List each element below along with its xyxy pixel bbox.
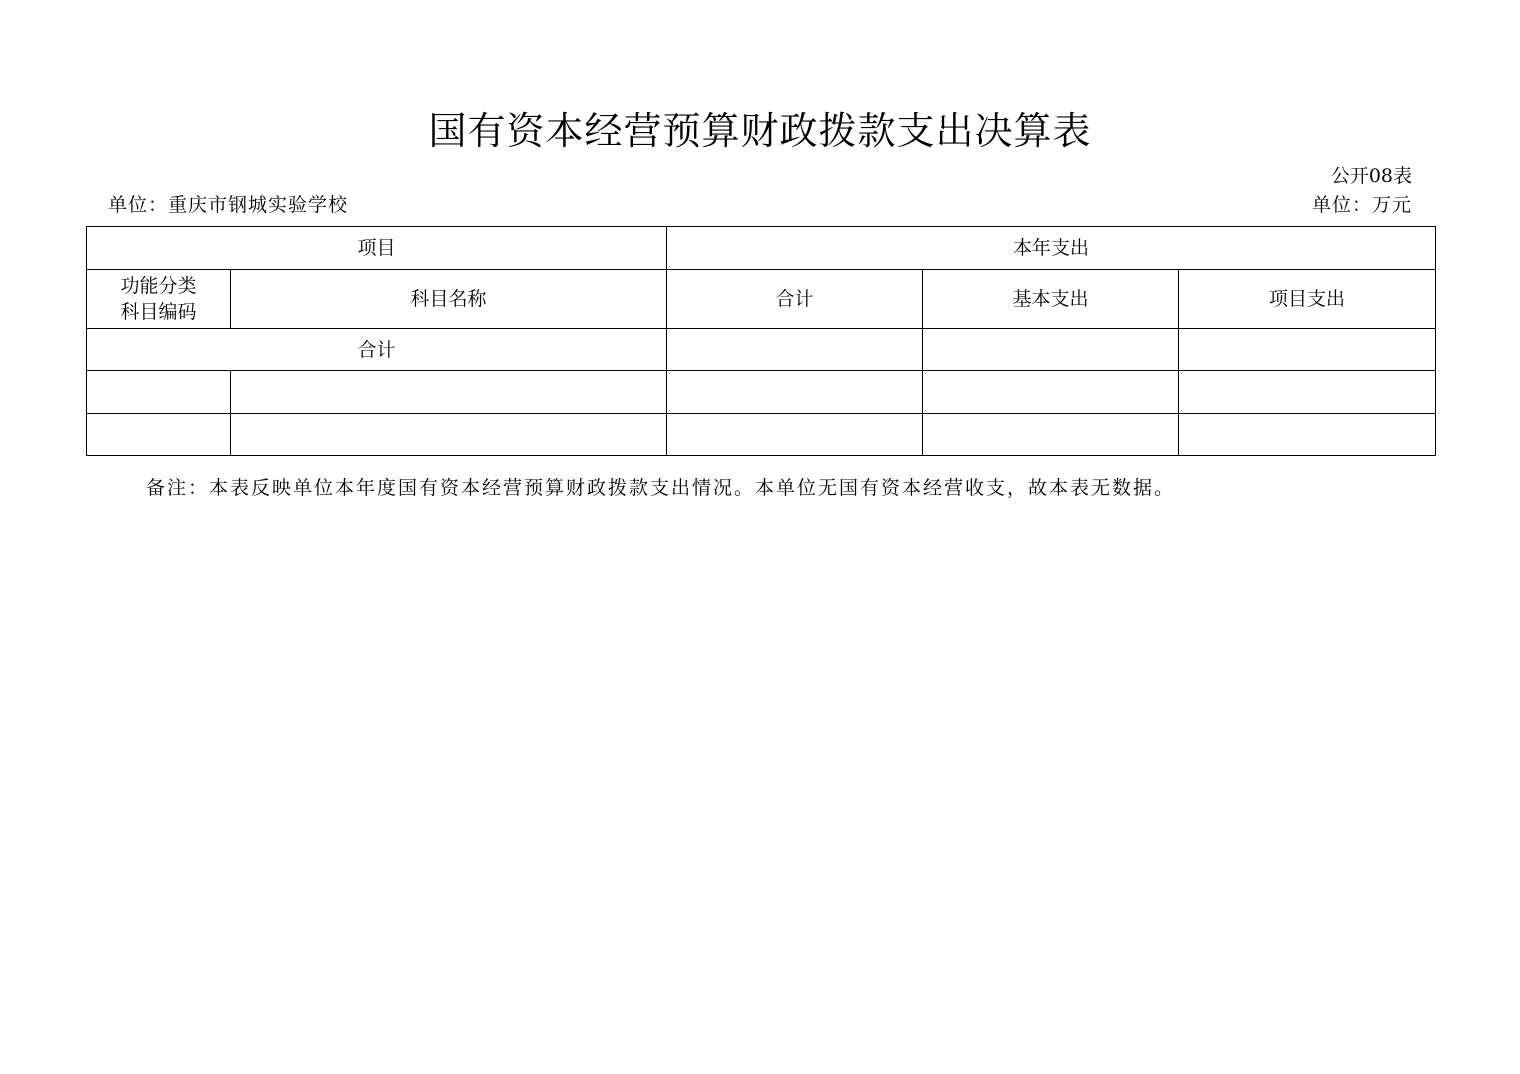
total-row-total [667, 329, 923, 371]
header-current-year-expense: 本年支出 [667, 227, 1436, 270]
header-total: 合计 [667, 270, 923, 329]
row-basic [923, 371, 1179, 414]
total-row-project [1179, 329, 1436, 371]
row-total [667, 371, 923, 414]
table-row [87, 371, 1436, 414]
reporting-unit: 单位：重庆市钢城实验学校 [108, 194, 349, 216]
header-subject-name: 科目名称 [231, 270, 667, 329]
row-name [231, 371, 667, 414]
header-function-code-line2: 科目编码 [120, 301, 197, 323]
row-code [87, 414, 231, 456]
row-total [667, 414, 923, 456]
row-code [87, 371, 231, 414]
header-project-expense: 项目支出 [1179, 270, 1436, 329]
total-row-basic [923, 329, 1179, 371]
page-title: 国有资本经营预算财政拨款支出决算表 [428, 109, 1092, 153]
header-basic-expense: 基本支出 [923, 270, 1179, 329]
table-row [87, 414, 1436, 456]
row-basic [923, 414, 1179, 456]
header-group-row [87, 227, 1436, 270]
row-project [1179, 414, 1436, 456]
row-name [231, 414, 667, 456]
header-item: 项目 [87, 227, 667, 270]
header-function-code-line1: 功能分类 [120, 275, 197, 297]
header-function-code [87, 270, 231, 329]
total-row [87, 329, 1436, 371]
expenditure-table [86, 226, 1436, 456]
remarks-note: 备注：本表反映单位本年度国有资本经营预算财政拨款支出情况。本单位无国有资本经营收支，故本表无数据。 [146, 477, 1176, 499]
total-row-label: 合计 [87, 329, 667, 371]
header-column-row [87, 270, 1436, 329]
currency-unit: 单位：万元 [1311, 194, 1412, 216]
form-code: 公开08表 [1330, 165, 1412, 187]
row-project [1179, 371, 1436, 414]
